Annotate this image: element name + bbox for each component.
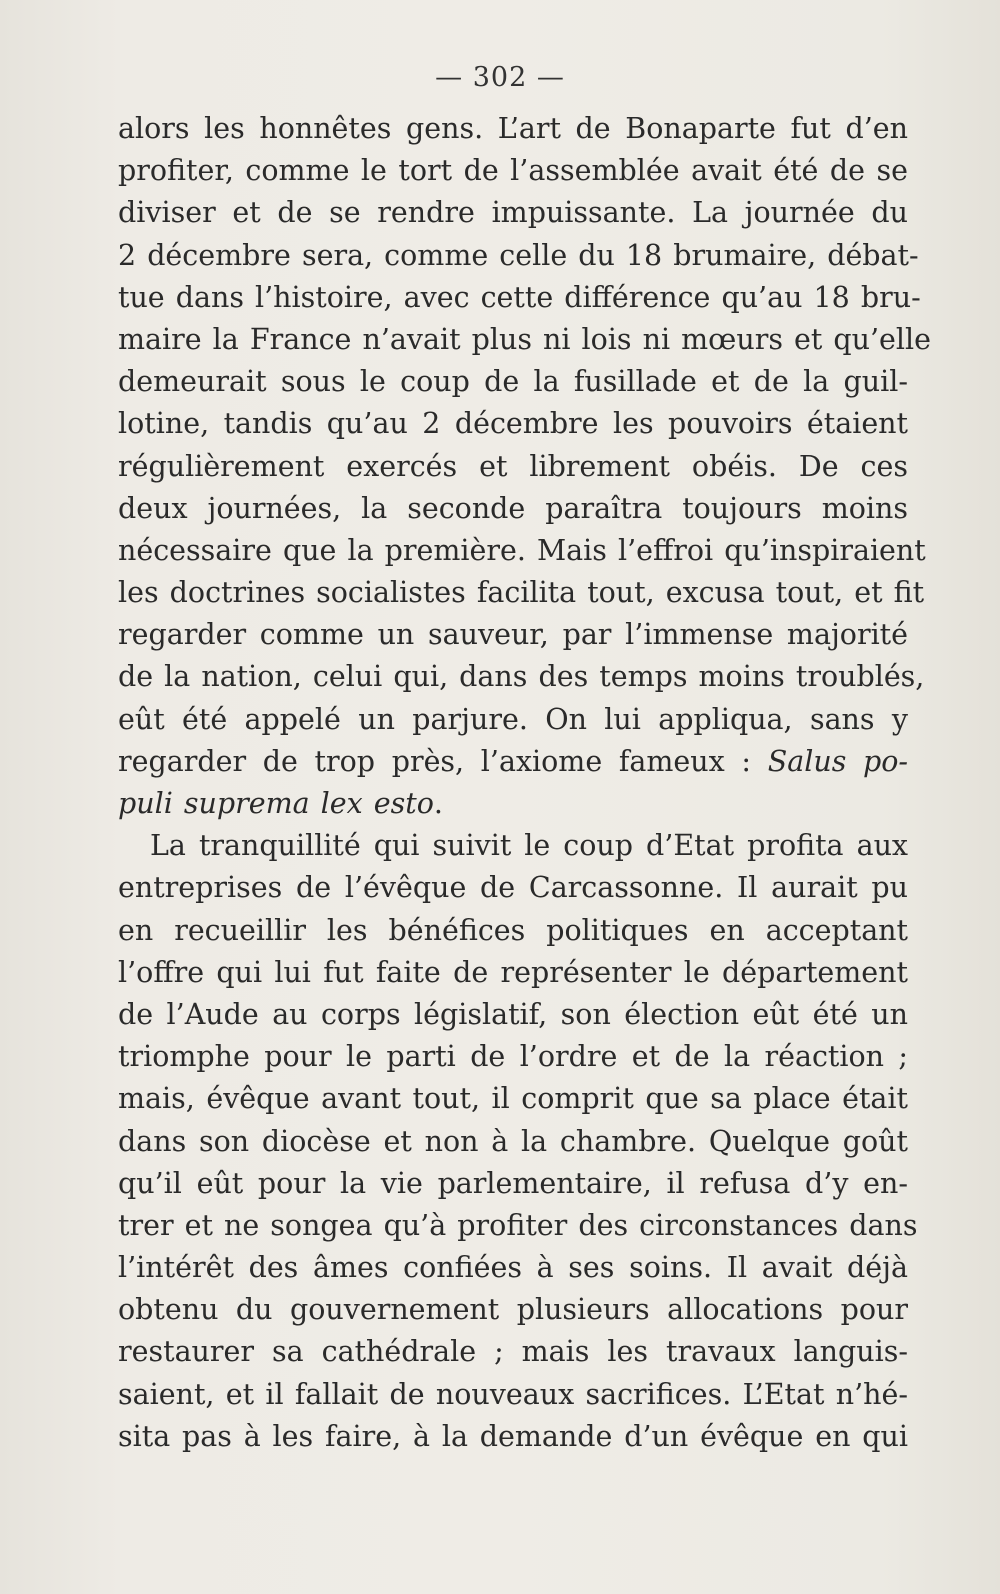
text-line-indented: La tranquillité qui suivit le coup d’Etat profita aux	[150, 829, 908, 863]
text-line: sita pas à les faire, à la demande d’un évêque en qui	[118, 1419, 908, 1453]
text-line: les doctrines socialistes facilita tout, excusa tout, et fit	[118, 576, 925, 610]
text-line: diviser et de se rendre impuissante. La journée du	[118, 196, 908, 230]
text-line: régulièrement exercés et librement obéis. De ces	[118, 449, 908, 483]
text-line: l’offre qui lui fut faite de représenter le département	[118, 955, 908, 989]
text-line: de la nation, celui qui, dans des temps moins troublés,	[118, 660, 925, 694]
text-line-quote-end	[118, 783, 908, 825]
page-number: — 302 —	[435, 62, 565, 93]
text-line: profiter, comme le tort de l’assemblée avait été de se	[118, 154, 908, 188]
text-line: 2 décembre sera, comme celle du 18 brumaire, débat-	[118, 238, 919, 272]
text-line: demeurait sous le coup de la fusillade et de la guil-	[118, 365, 908, 399]
quote-lead-text: regarder de trop près, l’axiome fameux :	[118, 744, 752, 778]
body-text	[118, 108, 932, 1458]
text-line: triomphe pour le parti de l’ordre et de la réaction ;	[118, 1040, 908, 1074]
text-line: l’intérêt des âmes confiées à ses soins. Il avait déjà	[118, 1251, 908, 1285]
text-line: restaurer sa cathédrale ; mais les travaux languis-	[118, 1335, 908, 1369]
text-line: nécessaire que la première. Mais l’effroi qu’inspiraient	[118, 533, 926, 567]
text-line: trer et ne songea qu’à profiter des circonstances dans	[118, 1208, 918, 1242]
text-line: dans son diocèse et non à la chambre. Quelque goût	[118, 1124, 908, 1158]
latin-quote-start: Salus po-	[767, 744, 909, 778]
text-line: mais, évêque avant tout, il comprit que sa place était	[118, 1082, 908, 1116]
text-line: regarder comme un sauveur, par l’immense majorité	[118, 618, 908, 652]
text-line-with-quote	[118, 741, 908, 783]
text-line: alors les honnêtes gens. L’art de Bonaparte fut d’en	[118, 112, 908, 145]
text-line: de l’Aude au corps législatif, son élection eût été un	[118, 997, 908, 1031]
text-line: entreprises de l’évêque de Carcassonne. Il aurait pu	[118, 871, 908, 905]
text-line: obtenu du gouvernement plusieurs allocations pour	[118, 1293, 908, 1327]
text-line: deux journées, la seconde paraîtra toujours moins	[118, 491, 908, 525]
text-line: maire la France n’avait plus ni lois ni mœurs et qu’elle	[118, 322, 932, 356]
text-line: qu’il eût pour la vie parlementaire, il refusa d’y en-	[118, 1166, 908, 1200]
text-line: eût été appelé un parjure. On lui appliqua, sans y	[118, 702, 908, 736]
text-line: lotine, tandis qu’au 2 décembre les pouvoirs étaient	[118, 407, 908, 441]
text-line: saient, et il fallait de nouveaux sacrifices. L’Etat n’hé-	[118, 1377, 908, 1411]
quote-tail: .	[433, 787, 443, 820]
text-line: en recueillir les bénéfices politiques en acceptant	[118, 913, 908, 947]
latin-quote-end: puli suprema lex esto	[118, 787, 434, 820]
text-line: tue dans l’histoire, avec cette différence qu’au 18 bru-	[118, 280, 921, 314]
